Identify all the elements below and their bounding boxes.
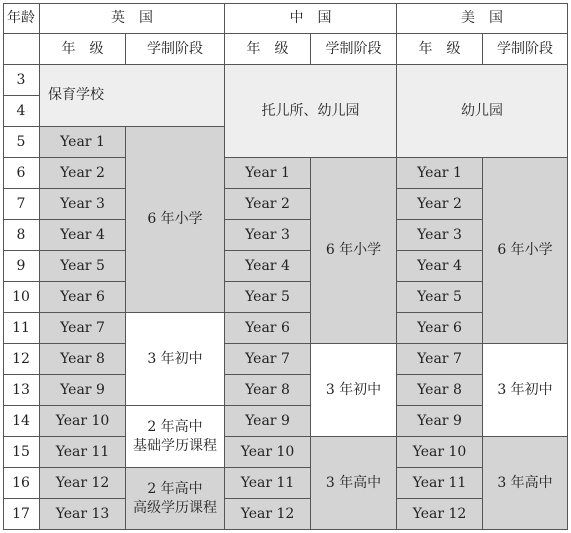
age-cell: 3 [3, 65, 40, 96]
uk-primary-stage: 6 年小学 [126, 127, 225, 313]
age-cell: 12 [3, 344, 40, 375]
us-year-cell: Year 9 [397, 406, 483, 437]
us-year-cell: Year 3 [397, 220, 483, 251]
uk-year-cell: Year 13 [40, 499, 126, 530]
age-cell: 5 [3, 127, 40, 158]
age-cell: 13 [3, 375, 40, 406]
uk-year-cell: Year 3 [40, 189, 126, 220]
header-age-blank [3, 34, 40, 65]
age-cell: 7 [3, 189, 40, 220]
header-us-stage: 学制阶段 [483, 34, 568, 65]
us-senior-stage: 3 年高中 [483, 437, 568, 530]
cn-junior-stage: 3 年初中 [311, 344, 397, 437]
uk-year-cell: Year 10 [40, 406, 126, 437]
uk-junior-stage: 3 年初中 [126, 313, 225, 406]
header-cn-grade: 年 级 [225, 34, 311, 65]
age-cell: 14 [3, 406, 40, 437]
header-us: 美 国 [397, 3, 568, 34]
age-cell: 16 [3, 468, 40, 499]
cn-year-cell: Year 3 [225, 220, 311, 251]
uk-year-cell: Year 7 [40, 313, 126, 344]
us-junior-stage: 3 年初中 [483, 344, 568, 437]
uk-year-cell: Year 5 [40, 251, 126, 282]
us-year-cell: Year 10 [397, 437, 483, 468]
us-year-cell: Year 6 [397, 313, 483, 344]
uk-year-cell: Year 1 [40, 127, 126, 158]
education-comparison-table [3, 3, 568, 530]
us-year-cell: Year 2 [397, 189, 483, 220]
uk-gcse-stage: 2 年高中 基础学历课程 [126, 406, 225, 468]
cn-preschool: 托儿所、幼儿园 [225, 65, 397, 158]
us-year-cell: Year 8 [397, 375, 483, 406]
uk-year-cell: Year 12 [40, 468, 126, 499]
cn-year-cell: Year 7 [225, 344, 311, 375]
uk-year-cell: Year 6 [40, 282, 126, 313]
cn-year-cell: Year 9 [225, 406, 311, 437]
cn-year-cell: Year 11 [225, 468, 311, 499]
cn-year-cell: Year 8 [225, 375, 311, 406]
uk-year-cell: Year 11 [40, 437, 126, 468]
us-year-cell: Year 7 [397, 344, 483, 375]
age-cell: 11 [3, 313, 40, 344]
header-age: 年龄 [3, 3, 40, 34]
cn-year-cell: Year 4 [225, 251, 311, 282]
cn-year-cell: Year 12 [225, 499, 311, 530]
cn-year-cell: Year 1 [225, 158, 311, 189]
age-cell: 17 [3, 499, 40, 530]
cn-year-cell: Year 6 [225, 313, 311, 344]
header-uk-grade: 年 级 [40, 34, 126, 65]
header-cn: 中 国 [225, 3, 397, 34]
age-cell: 10 [3, 282, 40, 313]
cn-year-cell: Year 5 [225, 282, 311, 313]
uk-preschool: 保育学校 [40, 65, 225, 127]
age-cell: 6 [3, 158, 40, 189]
header-uk: 英 国 [40, 3, 225, 34]
uk-alevel-stage: 2 年高中 高级学历课程 [126, 468, 225, 530]
header-us-grade: 年 级 [397, 34, 483, 65]
us-year-cell: Year 11 [397, 468, 483, 499]
us-year-cell: Year 5 [397, 282, 483, 313]
uk-year-cell: Year 2 [40, 158, 126, 189]
us-year-cell: Year 12 [397, 499, 483, 530]
uk-year-cell: Year 9 [40, 375, 126, 406]
uk-year-cell: Year 8 [40, 344, 126, 375]
cn-year-cell: Year 2 [225, 189, 311, 220]
age-cell: 15 [3, 437, 40, 468]
us-year-cell: Year 4 [397, 251, 483, 282]
age-cell: 8 [3, 220, 40, 251]
header-uk-stage: 学制阶段 [126, 34, 225, 65]
us-primary-stage: 6 年小学 [483, 158, 568, 344]
us-year-cell: Year 1 [397, 158, 483, 189]
age-cell: 4 [3, 96, 40, 127]
us-preschool: 幼儿园 [397, 65, 568, 158]
age-cell: 9 [3, 251, 40, 282]
cn-senior-stage: 3 年高中 [311, 437, 397, 530]
cn-primary-stage: 6 年小学 [311, 158, 397, 344]
uk-year-cell: Year 4 [40, 220, 126, 251]
header-cn-stage: 学制阶段 [311, 34, 397, 65]
cn-year-cell: Year 10 [225, 437, 311, 468]
